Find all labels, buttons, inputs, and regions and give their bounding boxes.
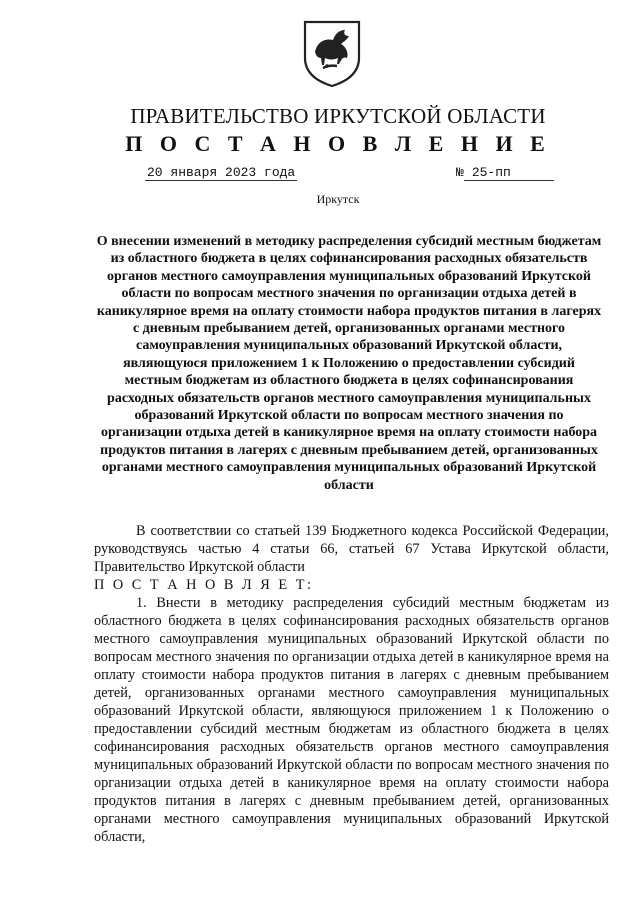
date-value: 20 января 2023 года (147, 165, 296, 180)
item-1-paragraph: 1. Внести в методику распределения субсидий местным бюджетам из областного бюджета в целях софинансирования расходных обязательств органов местного самоуправления муниципальных образований Иркутской области по вопросам местного значения по организации отдыха детей в каникулярное время на оплату стоимости набора продуктов питания в лагерях с дневным пребыванием детей, организованных органами местного самоуправления муниципальных образований Иркутской области, являющуюся приложением 1 к Положению о предоставлении субсидий местным бюджетам из областного бюджета в целях софинансирования расходных обязательств органов местного самоуправления муниципальных образований Иркутской области по вопросам местного значения по организации отдыха детей в каникулярное время на оплату стоимости набора продуктов питания в лагерях с дневным пребыванием детей, организованных органами местного самоуправления муниципальных образований Иркутской области, (94, 595, 609, 845)
document-type-title: П О С Т А Н О В Л Е Н И Е (125, 131, 551, 156)
decree-body (94, 522, 609, 846)
decree-number (456, 165, 554, 181)
preamble-paragraph: В соответствии со статьей 139 Бюджетного кодекса Российской Федерации, руководствуясь частью 4 статьи 66, статьей 67 Устава Иркутской области, Правительство Иркутской области (94, 523, 609, 575)
decree-date (145, 165, 297, 180)
resolve-word: П О С Т А Н О В Л Я Е Т: (94, 577, 314, 593)
government-name: ПРАВИТЕЛЬСТВО ИРКУТСКОЙ ОБЛАСТИ (130, 104, 546, 128)
number-value: 25-пп (464, 165, 554, 181)
decree-heading: О внесении изменений в методику распределения субсидий местным бюджетам из областного бюджета в целях софинансирования расходных обязательств органов местного самоуправления муниципальных образований Иркутской области по вопросам местного значения по организации отдыха детей в каникулярное время на оплату стоимости набора продуктов питания в лагерях с дневным пребыванием детей, организованных органами местного самоуправления муниципальных образований Иркутской области, являющуюся приложением 1 к Положению о предоставлении субсидий местным бюджетам из областного бюджета в целях софинансирования расходных обязательств органов местного самоуправления муниципальных образований Иркутской области по вопросам местного значения по организации отдыха детей в каникулярное время на оплату стоимости набора продуктов питания в лагерях с дневным пребыванием детей, организованных органами местного самоуправления муниципальных образований Иркутской области (96, 234, 602, 493)
number-sign: № (456, 165, 464, 180)
coat-of-arms-emblem (301, 18, 363, 88)
city-name: Иркутск (316, 192, 360, 206)
